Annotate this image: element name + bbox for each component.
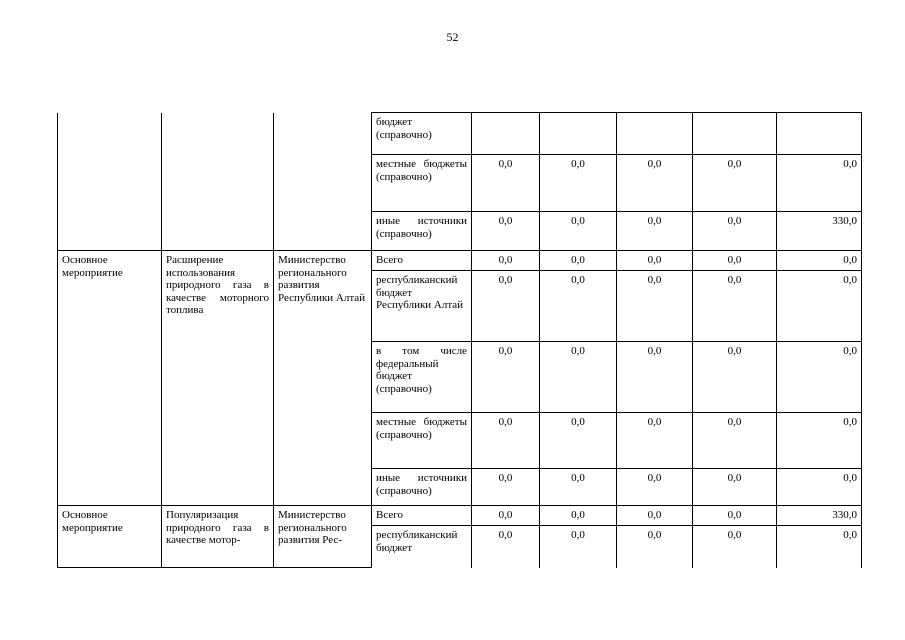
amount-cell-year-5: [777, 113, 862, 155]
amount-cell-year-3: 0,0: [617, 251, 693, 271]
page-number: 52: [446, 30, 459, 44]
funding-source-cell: иные источники (справочно): [372, 469, 472, 506]
amount-cell-year-5: 0,0: [777, 271, 862, 342]
amount-cell-year-1: 0,0: [472, 212, 540, 251]
amount-cell-year-1: 0,0: [472, 506, 540, 526]
amount-cell-year-2: 0,0: [540, 413, 617, 469]
amount-cell-year-3: 0,0: [617, 155, 693, 212]
amount-cell-year-4: 0,0: [693, 342, 777, 413]
amount-cell-year-4: 0,0: [693, 413, 777, 469]
amount-cell-year-1: 0,0: [472, 413, 540, 469]
amount-cell-year-2: 0,0: [540, 271, 617, 342]
event-name-cell: Расширение использования природного газа в качестве моторного топлива: [162, 251, 274, 506]
amount-cell-year-2: 0,0: [540, 155, 617, 212]
funding-source-cell: местные бюджеты (справочно): [372, 155, 472, 212]
amount-cell-year-1: 0,0: [472, 526, 540, 568]
funding-source-cell: республиканский бюджет Республики Алтай: [372, 271, 472, 342]
amount-cell-year-4: [693, 113, 777, 155]
amount-cell-year-4: 0,0: [693, 212, 777, 251]
event-name-cell: [162, 113, 274, 251]
amount-cell-year-3: 0,0: [617, 342, 693, 413]
funding-source-cell: республиканский бюджет: [372, 526, 472, 568]
amount-cell-year-2: 0,0: [540, 212, 617, 251]
amount-cell-year-2: [540, 113, 617, 155]
amount-cell-year-3: 0,0: [617, 271, 693, 342]
funding-source-cell: Всего: [372, 506, 472, 526]
amount-cell-year-2: 0,0: [540, 251, 617, 271]
amount-cell-year-5: 0,0: [777, 469, 862, 506]
amount-cell-year-4: 0,0: [693, 155, 777, 212]
funding-source-cell: иные источники (справочно): [372, 212, 472, 251]
amount-cell-year-3: 0,0: [617, 413, 693, 469]
amount-cell-year-1: 0,0: [472, 342, 540, 413]
amount-cell-year-4: 0,0: [693, 271, 777, 342]
event-type-cell: [58, 113, 162, 251]
event-name-cell: Популяризация природного газа в качестве мотор-: [162, 506, 274, 568]
amount-cell-year-4: 0,0: [693, 526, 777, 568]
amount-cell-year-3: 0,0: [617, 526, 693, 568]
executor-cell: Министерство регионального развития Рес-: [274, 506, 372, 568]
amount-cell-year-1: [472, 113, 540, 155]
amount-cell-year-5: 0,0: [777, 342, 862, 413]
amount-cell-year-4: 0,0: [693, 469, 777, 506]
amount-cell-year-5: 0,0: [777, 155, 862, 212]
amount-cell-year-3: 0,0: [617, 469, 693, 506]
table-row: [58, 113, 862, 155]
budget-table: [57, 112, 862, 568]
funding-source-cell: бюджет (справочно): [372, 113, 472, 155]
amount-cell-year-4: 0,0: [693, 251, 777, 271]
amount-cell-year-2: 0,0: [540, 342, 617, 413]
table-row: [58, 506, 862, 526]
table-row: [58, 251, 862, 271]
funding-source-cell: местные бюджеты (справочно): [372, 413, 472, 469]
funding-source-cell: в том числе федеральный бюджет (справочно): [372, 342, 472, 413]
amount-cell-year-2: 0,0: [540, 526, 617, 568]
amount-cell-year-2: 0,0: [540, 506, 617, 526]
amount-cell-year-5: 0,0: [777, 526, 862, 568]
amount-cell-year-3: [617, 113, 693, 155]
executor-cell: Министерство регионального развития Республики Алтай: [274, 251, 372, 506]
executor-cell: [274, 113, 372, 251]
amount-cell-year-1: 0,0: [472, 271, 540, 342]
event-type-cell: Основное мероприятие: [58, 506, 162, 568]
amount-cell-year-5: 330,0: [777, 506, 862, 526]
amount-cell-year-1: 0,0: [472, 155, 540, 212]
amount-cell-year-5: 330,0: [777, 212, 862, 251]
event-type-cell: Основное мероприятие: [58, 251, 162, 506]
amount-cell-year-1: 0,0: [472, 469, 540, 506]
amount-cell-year-2: 0,0: [540, 469, 617, 506]
funding-source-cell: Всего: [372, 251, 472, 271]
amount-cell-year-5: 0,0: [777, 251, 862, 271]
amount-cell-year-5: 0,0: [777, 413, 862, 469]
amount-cell-year-4: 0,0: [693, 506, 777, 526]
amount-cell-year-1: 0,0: [472, 251, 540, 271]
amount-cell-year-3: 0,0: [617, 506, 693, 526]
amount-cell-year-3: 0,0: [617, 212, 693, 251]
